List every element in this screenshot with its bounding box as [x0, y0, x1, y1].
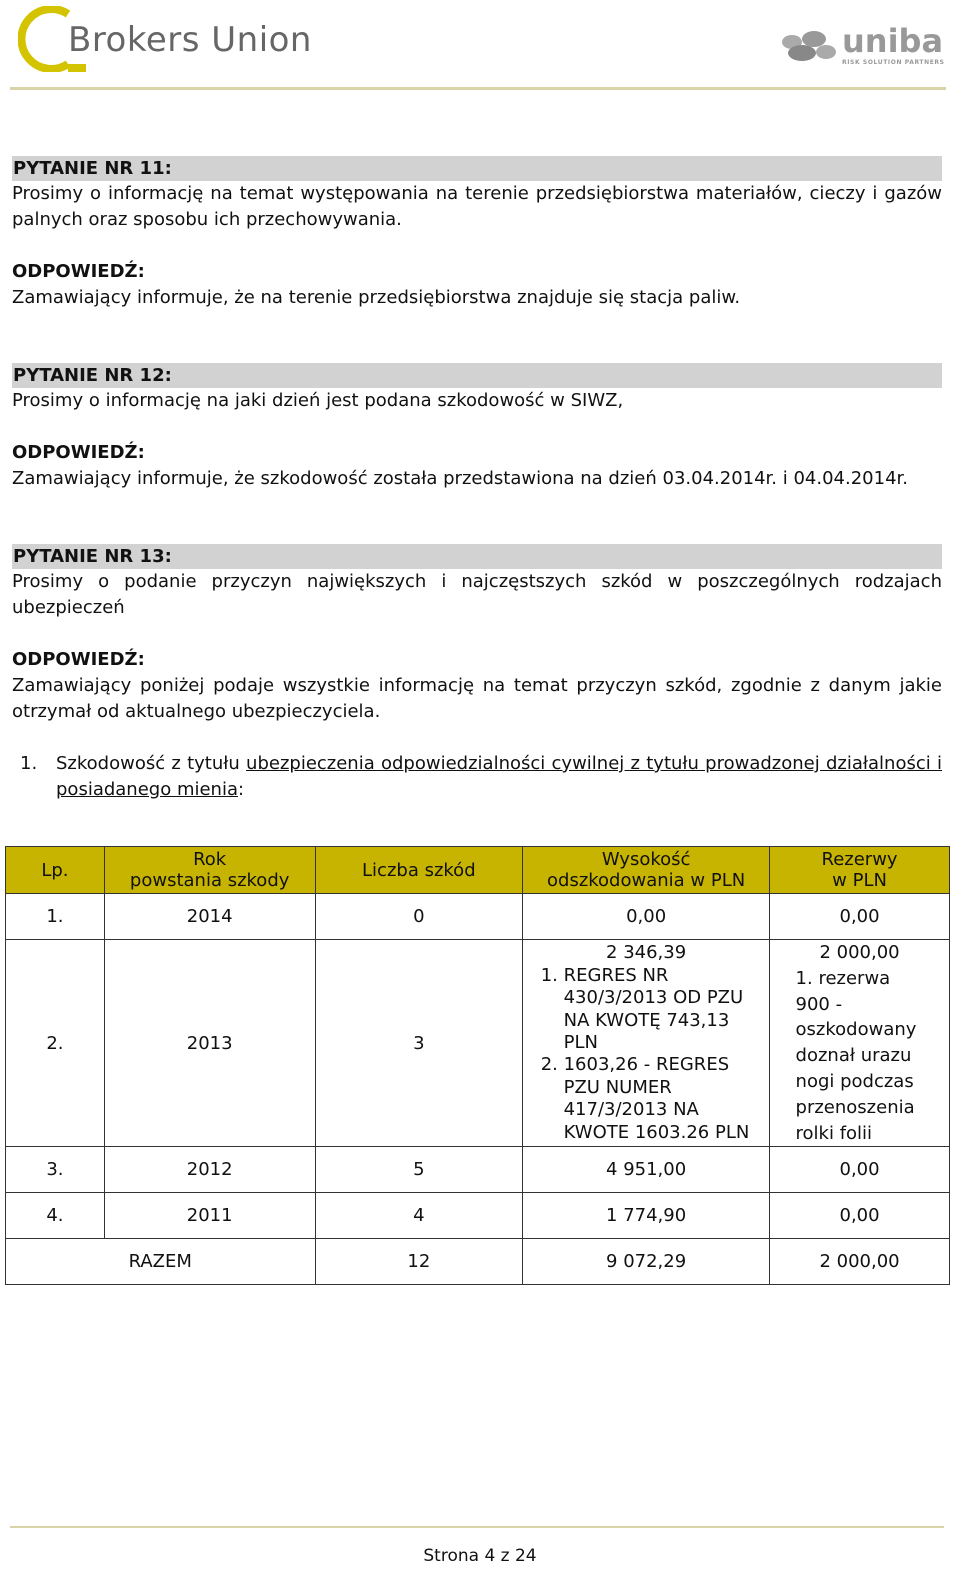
cell-rezerwy: 0,00 — [770, 1193, 950, 1239]
header-wys-line2: odszkodowania w PLN — [547, 870, 746, 891]
table-row — [6, 1147, 950, 1193]
question-title: PYTANIE NR 12: — [12, 363, 942, 388]
cell-wysokosc: 1 774,90 — [523, 1193, 770, 1239]
page-header — [0, 0, 960, 92]
wysokosc-item: 1. REGRES NR 430/3/2013 OD PZU NA KWOTĘ 743,13 PLN — [564, 965, 759, 1055]
answer-text: Zamawiający informuje, że na terenie przedsiębiorstwa znajduje się stacja paliw. — [12, 287, 741, 308]
list-text — [56, 751, 942, 803]
list-text-plain: Szkodowość z tytułu — [56, 753, 247, 774]
cell-lp: 4. — [6, 1193, 105, 1239]
answer-text: Zamawiający informuje, że szkodowość została przedstawiona na dzień 03.04.2014r. i 04.04.2014r. — [12, 468, 908, 489]
total-wysokosc: 9 072,29 — [523, 1239, 770, 1285]
cell-lp: 3. — [6, 1147, 105, 1193]
answer-text: Zamawiający poniżej podaje wszystkie informację na temat przyczyn szkód, zgodnie z danym jakie otrzymał od aktualnego ubezpieczyciela. — [12, 675, 942, 722]
cell-rezerwy: 0,00 — [770, 894, 950, 940]
header-rezerwy — [770, 847, 950, 894]
cell-rezerwy: 0,00 — [770, 1147, 950, 1193]
header-rok — [104, 847, 315, 894]
cell-rezerwy — [770, 940, 950, 1147]
header-wys-line1: Wysokość — [601, 849, 691, 870]
question-text: Prosimy o informację na jaki dzień jest podana szkodowość w SIWZ, — [12, 390, 624, 411]
cell-wysokosc — [523, 940, 770, 1147]
answer-label: ODPOWIEDŹ: — [12, 649, 145, 670]
cell-liczba: 0 — [315, 894, 523, 940]
rezerwy-item: 1. rezerwa 900 - oszkodowany doznał urazu nogi podczas przenoszenia rolki folii — [796, 966, 924, 1147]
document-body — [12, 156, 942, 829]
cell-rok: 2012 — [104, 1147, 315, 1193]
claims-table — [5, 846, 950, 1285]
list-number: 1. — [20, 753, 38, 774]
header-liczba: Liczba szkód — [315, 847, 523, 894]
cell-rok: 2013 — [104, 940, 315, 1147]
table-total-row — [6, 1239, 950, 1285]
uniba-logo — [780, 22, 950, 72]
header-rez-line1: Rezerwy — [821, 849, 898, 870]
cell-rok: 2011 — [104, 1193, 315, 1239]
header-rok-line2: powstania szkody — [129, 870, 290, 891]
header-lp: Lp. — [6, 847, 105, 894]
footer-divider — [10, 1526, 944, 1528]
list-item — [12, 751, 942, 803]
cell-rok: 2014 — [104, 894, 315, 940]
brokers-union-logo — [18, 6, 318, 72]
table-row — [6, 894, 950, 940]
cell-lp: 2. — [6, 940, 105, 1147]
question-text: Prosimy o informację na temat występowania na terenie przedsiębiorstwa materiałów, cieczy i gazów palnych oraz sposobu ich przechowywania. — [12, 183, 942, 230]
question-title: PYTANIE NR 11: — [12, 156, 942, 181]
cell-liczba: 5 — [315, 1147, 523, 1193]
question-11 — [12, 156, 942, 311]
cell-liczba: 4 — [315, 1193, 523, 1239]
header-rok-line1: Rok — [193, 849, 227, 870]
header-rez-line2: w PLN — [832, 870, 887, 891]
cell-wysokosc: 4 951,00 — [523, 1147, 770, 1193]
table-header-row — [6, 847, 950, 894]
wysokosc-detail — [534, 942, 759, 1144]
header-divider — [10, 87, 946, 90]
total-rezerwy: 2 000,00 — [770, 1239, 950, 1285]
list-text-end: : — [238, 779, 245, 800]
uniba-dots-icon — [780, 28, 840, 68]
header-wysokosc — [523, 847, 770, 894]
cell-lp: 1. — [6, 894, 105, 940]
table-row — [6, 940, 950, 1147]
answer-label: ODPOWIEDŹ: — [12, 261, 145, 282]
answer-label: ODPOWIEDŹ: — [12, 442, 145, 463]
page-number: Strona 4 z 24 — [423, 1546, 537, 1566]
rezerwy-detail — [796, 940, 924, 1146]
cell-liczba: 3 — [315, 940, 523, 1147]
list-text-underlined: ubezpieczenia odpowiedzialności cywilnej z tytułu prowadzonej działalności i posiadanego mienia — [56, 753, 943, 800]
rezerwy-amount: 2 000,00 — [819, 942, 900, 963]
cell-wysokosc: 0,00 — [523, 894, 770, 940]
question-text: Prosimy o podanie przyczyn największych i najczęstszych szkód w poszczególnych rodzajach ubezpieczeń — [12, 571, 942, 618]
question-12 — [12, 363, 942, 492]
question-13 — [12, 544, 942, 803]
total-liczba: 12 — [315, 1239, 523, 1285]
wysokosc-amount: 2 346,39 — [606, 942, 687, 964]
question-title: PYTANIE NR 13: — [12, 544, 942, 569]
brand-right-subtitle: RISK SOLUTION PARTNERS — [842, 59, 945, 66]
brand-left-text: Brokers Union — [68, 20, 312, 60]
brand-right-text: uniba — [842, 22, 944, 60]
wysokosc-item: 2. 1603,26 - REGRES PZU NUMER 417/3/2013 NA KWOTE 1603.26 PLN — [564, 1054, 759, 1144]
table-row — [6, 1193, 950, 1239]
total-label: RAZEM — [6, 1239, 316, 1285]
